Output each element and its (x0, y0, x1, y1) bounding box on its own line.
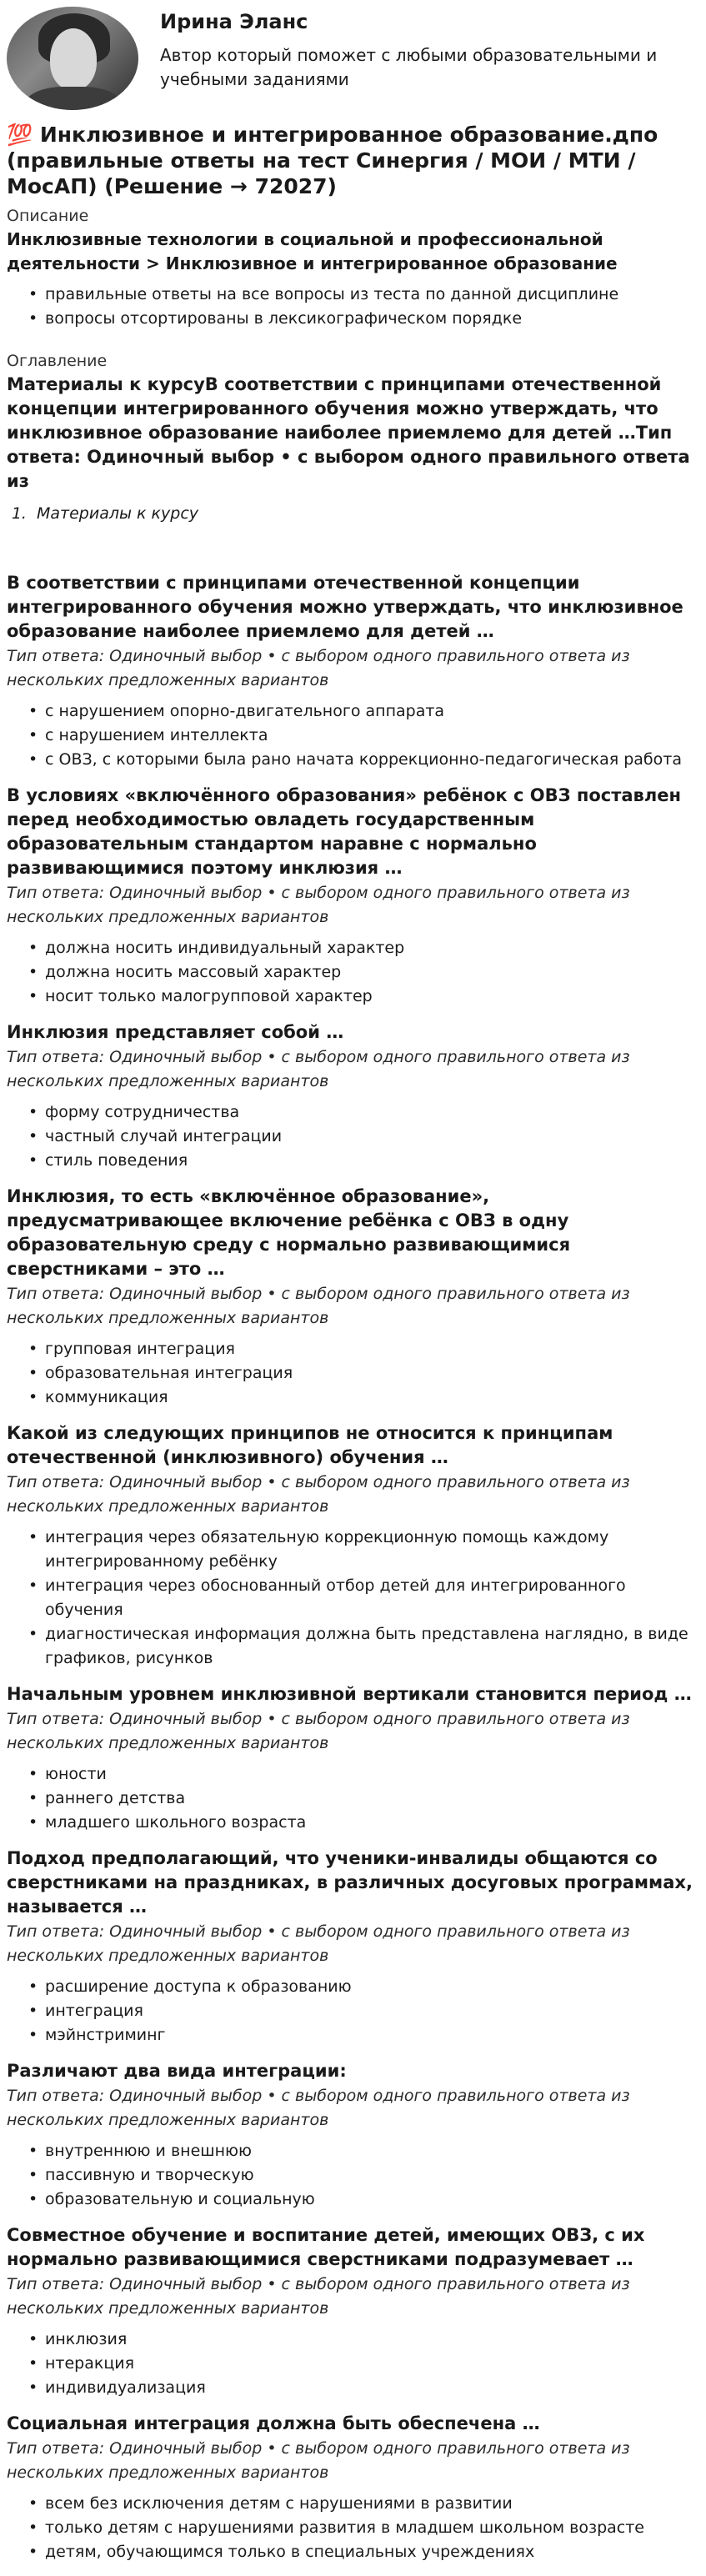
answer-type: Тип ответа: Одиночный выбор • с выбором одного правильного ответа из нескольких предложенных вариантов (7, 2275, 630, 2318)
answer-option: • расширение доступа к образованию (28, 1975, 699, 1999)
answer-options (28, 936, 699, 1009)
list-item: • вопросы отсортированы в лексикографическом порядке (28, 307, 699, 331)
answer-option: • образовательная интеграция (28, 1361, 699, 1386)
answer-type: Тип ответа: Одиночный выбор • с выбором одного правильного ответа из нескольких предложенных вариантов (7, 1473, 630, 1516)
question-title: Начальным уровнем инклюзивной вертикали становится период … (7, 1684, 692, 1704)
question-block (7, 571, 699, 772)
answer-option: • всем без исключения детям с нарушениями в развитии (28, 2492, 699, 2516)
answer-option: • частный случай интеграции (28, 1125, 699, 1149)
toc-list (32, 502, 699, 526)
answer-option: • образовательную и социальную (28, 2188, 699, 2212)
question-title: Различают два вида интеграции: (7, 2061, 347, 2081)
answer-option: • детям, обучающимся только в специальных учреждениях (28, 2540, 699, 2564)
toc-label: Оглавление (7, 352, 108, 370)
answer-option: • с ОВЗ, с которыми была рано начата коррекционно-педагогическая работа (28, 748, 699, 772)
answer-option: • должна носить индивидуальный характер (28, 936, 699, 960)
question-title: В условиях «включённого образования» ребёнок с ОВЗ поставлен перед необходимостью овладеть государственным образовательным стандартом наравне с нормально развивающимися поэтому инклюзия … (7, 785, 681, 878)
question-block (7, 1185, 699, 1410)
answer-option: • коммуникация (28, 1386, 699, 1410)
question-title: Инклюзия представляет собой … (7, 1022, 344, 1042)
breadcrumb: Инклюзивные технологии в социальной и профессиональной деятельности > Инклюзивное и интегрированное образование (7, 229, 618, 273)
answer-option: • с нарушением интеллекта (28, 724, 699, 748)
answer-option: • стиль поведения (28, 1149, 699, 1173)
answer-type: Тип ответа: Одиночный выбор • с выбором одного правильного ответа из нескольких предложенных вариантов (7, 1922, 630, 1965)
answer-option: • нтеракция (28, 2352, 699, 2376)
answer-option: • индивидуализация (28, 2376, 699, 2400)
answer-option: • с нарушением опорно-двигательного аппарата (28, 699, 699, 724)
answer-type: Тип ответа: Одиночный выбор • с выбором одного правильного ответа из нескольких предложенных вариантов (7, 884, 630, 926)
answer-type: Тип ответа: Одиночный выбор • с выбором одного правильного ответа из нескольких предложенных вариантов (7, 2087, 630, 2129)
answer-option: • только детям с нарушениями развития в младшем школьном возрасте (28, 2516, 699, 2540)
answer-type: Тип ответа: Одиночный выбор • с выбором одного правильного ответа из нескольких предложенных вариантов (7, 1048, 630, 1090)
question-title: Социальная интеграция должна быть обеспечена … (7, 2413, 540, 2433)
question-block (7, 1020, 699, 1173)
answer-option: • юности (28, 1762, 699, 1787)
question-list (7, 571, 699, 2564)
answer-options (28, 1975, 699, 2047)
answer-option: • мэйнстриминг (28, 2023, 699, 2047)
answer-options (28, 1526, 699, 1671)
question-title: В соответствии с принципами отечественной концепции интегрированного обучения можно утверждать, что инклюзивное образование наиболее приемлемо для детей … (7, 573, 683, 641)
answer-option: • младшего школьного возраста (28, 1811, 699, 1835)
question-block (7, 2059, 699, 2212)
document-title: 💯 Инклюзивное и интегрированное образование.дпо (правильные ответы на тест Синергия / МОИ / МТИ / МосАП) (Решение → 72027) (7, 123, 658, 198)
author-avatar[interactable] (7, 7, 138, 110)
answer-option: • интеграция через обязательную коррекционную помощь каждому интегрированному ребёнку (28, 1526, 699, 1574)
toc-text: Материалы к курсуВ соответствии с принципами отечественной концепции интегрированного обучения можно утверждать, что инклюзивное образование наиболее приемлемо для детей …Тип ответа: Одиночный выбор • с выбором одного правильного ответа из (7, 374, 690, 491)
author-name[interactable]: Ирина Эланс (160, 10, 308, 33)
question-block (7, 2412, 699, 2564)
answer-option: • интеграция (28, 1999, 699, 2023)
question-block (7, 784, 699, 1009)
question-block (7, 2223, 699, 2400)
answer-option: • диагностическая информация должна быть представлена наглядно, в виде графиков, рисунков (28, 1622, 699, 1671)
answer-option: • пассивную и творческую (28, 2163, 699, 2188)
question-title: Инклюзия, то есть «включённое образование», предусматривающее включение ребёнка с ОВЗ в одну образовательную среду с нормально развивающимися сверстниками – это … (7, 1186, 571, 1279)
question-block (7, 1847, 699, 2047)
answer-type: Тип ответа: Одиночный выбор • с выбором одного правильного ответа из нескольких предложенных вариантов (7, 2439, 630, 2482)
question-title: Какой из следующих принципов не относится к принципам отечественной (инклюзивного) обучения … (7, 1423, 613, 1467)
author-card (7, 0, 699, 117)
answer-options (28, 2139, 699, 2212)
answer-option: • носит только малогрупповой характер (28, 985, 699, 1009)
author-info (160, 7, 660, 92)
answer-option: • форму сотрудничества (28, 1100, 699, 1125)
answer-options (28, 1337, 699, 1410)
answer-options (28, 2492, 699, 2564)
answer-option: • интеграция через обоснованный отбор детей для интегрированного обучения (28, 1574, 699, 1622)
answer-options (28, 1100, 699, 1173)
answer-options (28, 2328, 699, 2400)
toc-item[interactable]: 1. Материалы к курсу (32, 502, 699, 526)
answer-option: • внутреннюю и внешнюю (28, 2139, 699, 2163)
description-label: Описание (7, 207, 89, 225)
feature-list (28, 283, 699, 331)
answer-options (28, 699, 699, 772)
question-block (7, 1421, 699, 1671)
answer-option: • раннего детства (28, 1787, 699, 1811)
answer-option: • инклюзия (28, 2328, 699, 2352)
answer-type: Тип ответа: Одиночный выбор • с выбором одного правильного ответа из нескольких предложенных вариантов (7, 1710, 630, 1752)
answer-option: • должна носить массовый характер (28, 960, 699, 985)
question-title: Совместное обучение и воспитание детей, имеющих ОВЗ, с их нормально развивающимися сверстниками подразумевает … (7, 2225, 645, 2269)
question-block (7, 1682, 699, 1835)
question-title: Подход предполагающий, что ученики-инвалиды общаются со сверстниками на праздниках, в различных досуговых программах, называется … (7, 1848, 693, 1917)
answer-type: Тип ответа: Одиночный выбор • с выбором одного правильного ответа из нескольких предложенных вариантов (7, 1285, 630, 1327)
answer-options (28, 1762, 699, 1835)
author-description: Автор который поможет с любыми образовательными и учебными заданиями (160, 45, 658, 89)
list-item: • правильные ответы на все вопросы из теста по данной дисциплине (28, 283, 699, 307)
answer-option: • групповая интеграция (28, 1337, 699, 1361)
answer-type: Тип ответа: Одиночный выбор • с выбором одного правильного ответа из нескольких предложенных вариантов (7, 647, 630, 689)
